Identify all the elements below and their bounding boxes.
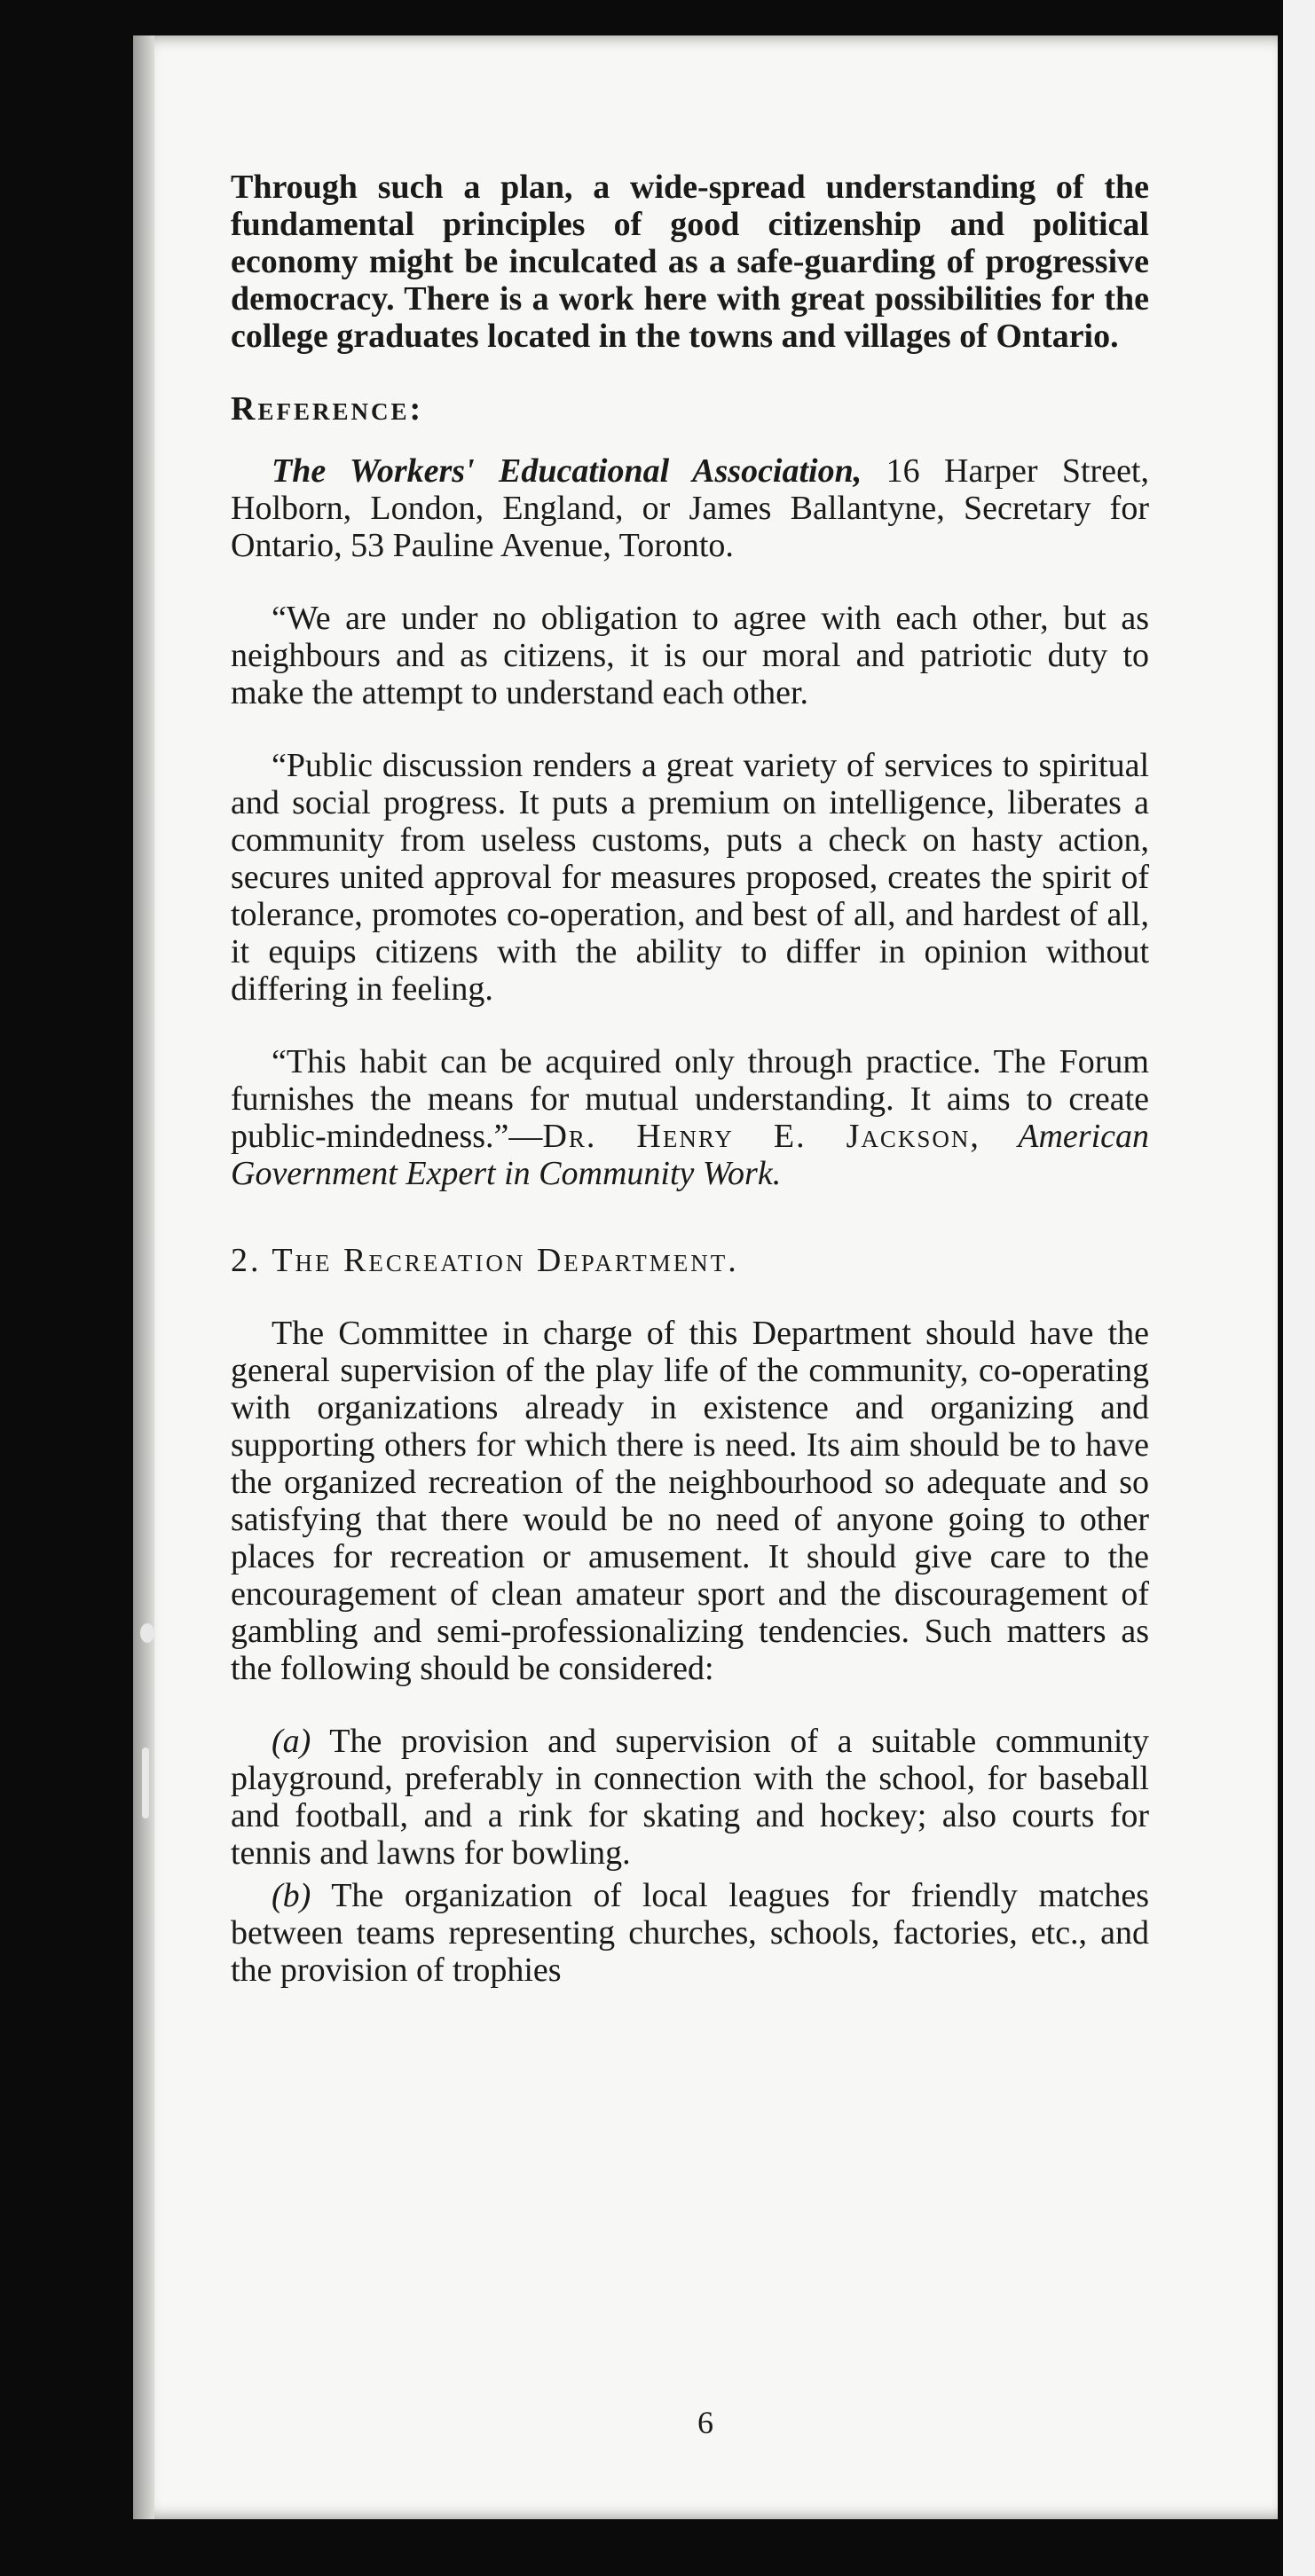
item-b-label: (b) — [272, 1877, 311, 1914]
quote3-author: Dr. Henry E. Jackson, — [542, 1118, 980, 1155]
item-a-text: The provision and supervision of a suitable community playground, preferably in connection with the school, for baseball and football, and a rink for skating and hockey; also courts for tennis and lawns for bowling. — [231, 1723, 1149, 1872]
document-page — [133, 35, 1278, 2519]
reference-paragraph — [231, 452, 1149, 564]
page-binding-edge — [133, 35, 154, 2519]
reference-heading-text: Reference: — [231, 390, 424, 428]
reference-org: The Workers' Educational Association, — [272, 452, 862, 490]
reference-heading — [231, 390, 1149, 428]
quote3-source: American Government Expert in Community Work. — [231, 1118, 1150, 1192]
scan-speck — [140, 1623, 154, 1643]
quote3-text: “This habit can be acquired only through practice. The Forum furnishes the means for mutual understanding. It aims to create public-mindedness.”— — [231, 1043, 1149, 1155]
item-a-label: (a) — [272, 1723, 311, 1760]
page-content — [231, 169, 1149, 1989]
page-number: 6 — [697, 2405, 713, 2440]
item-b-text: The organization of local leagues for friendly matches between teams representing churches, schools, factories, etc., and the provision of trophies — [231, 1877, 1149, 1989]
quote-paragraph-1: “We are under no obligation to agree with each other, but as neighbours and as citizens, it is our moral and patriotic duty to make the attempt to understand each other. — [231, 600, 1149, 711]
quote-paragraph-3 — [231, 1043, 1149, 1192]
reference-text: 16 Harper Street, Holborn, London, England, or James Ballantyne, Secretary for Ontario, 53 Pauline Avenue, Toronto. — [231, 452, 1149, 564]
list-item-a — [231, 1723, 1149, 1872]
intro-paragraph: Through such a plan, a wide-spread understanding of the fundamental principles of good citizenship and political economy might be inculcated as a safe-guarding of progressive democracy. There is a work here with great possibilities for the college graduates located in the towns and villages of Ontario. — [231, 169, 1149, 355]
list-item-b — [231, 1877, 1149, 1989]
section-body: The Committee in charge of this Department should have the general supervision of the play life of the community, co-operating with organizations already in existence and organizing and supporting others for which there is need. Its aim should be to have the organized recreation of the neighbourhood so adequate and so satisfying that there would be no need of anyone going to other places for recreation or amusement. It should give care to the encouragement of clean amateur sport and the discouragement of gambling and semi-professionalizing tendencies. Such matters as the following should be considered: — [231, 1315, 1149, 1687]
section-heading — [231, 1242, 1149, 1279]
scan-margin-right — [1283, 0, 1315, 2576]
quote-paragraph-2: “Public discussion renders a great variety of services to spiritual and social progress. It puts a premium on intelligence, liberates a community from useless customs, puts a check on hasty action, secures united approval for measures proposed, creates the spirit of tolerance, promotes co-operation, and best of all, and hardest of all, it equips citizens with the ability to differ in opinion without differing in feeling. — [231, 747, 1149, 1008]
scan-speck — [142, 1747, 149, 1818]
section-heading-text: 2. The Recreation Department. — [231, 1242, 739, 1279]
